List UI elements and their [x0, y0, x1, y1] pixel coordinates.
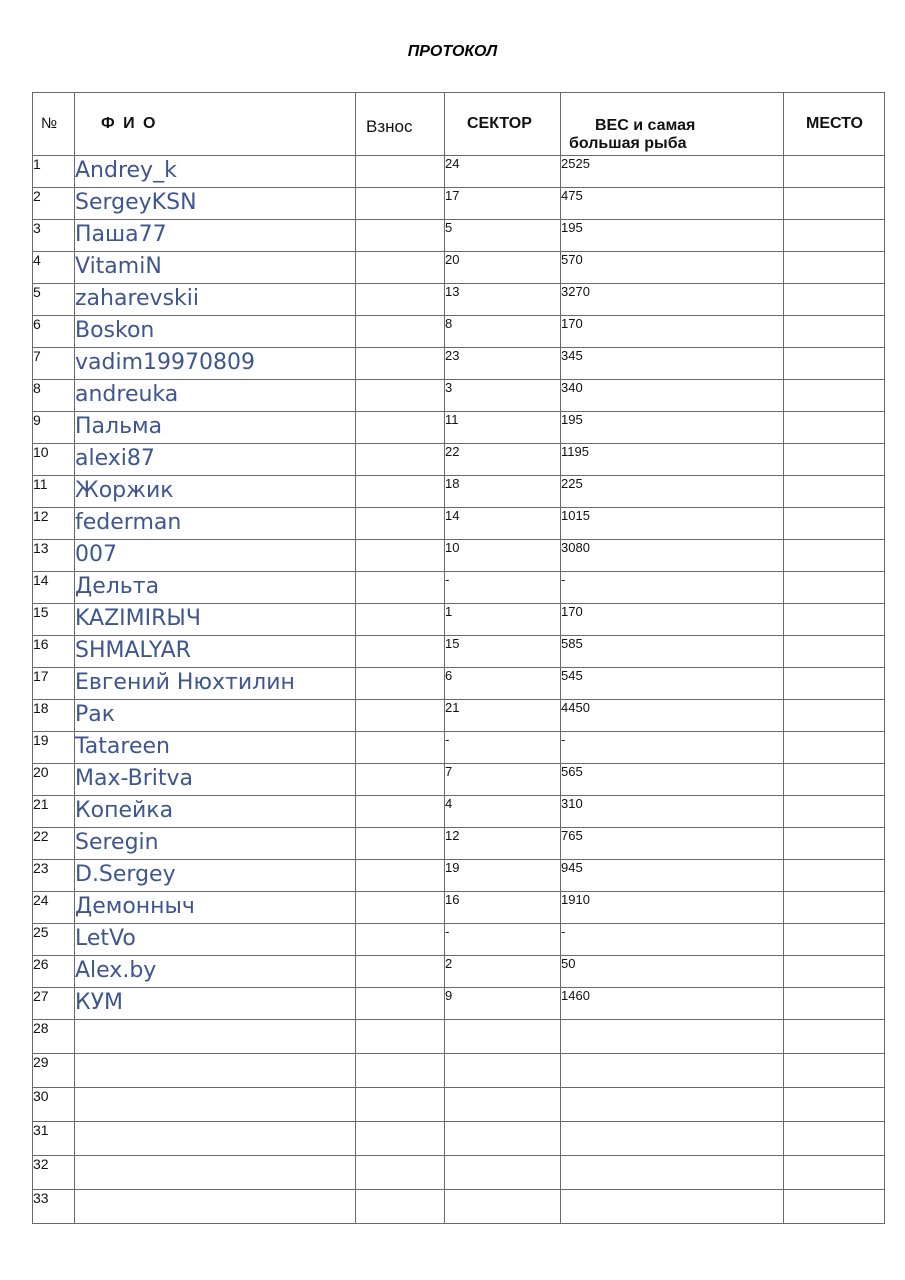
participant-name-cell: Копейка	[75, 796, 356, 828]
participant-name-cell: Alex.by	[75, 956, 356, 988]
entry-fee-cell	[356, 988, 445, 1020]
entry-fee-cell	[356, 668, 445, 700]
table-row	[33, 380, 885, 412]
sector-cell: 23	[445, 348, 561, 380]
row-number-cell: 29	[33, 1054, 75, 1088]
entry-fee-cell	[356, 828, 445, 860]
row-number-cell: 27	[33, 988, 75, 1020]
weight-cell: 310	[561, 796, 784, 828]
weight-cell	[561, 1088, 784, 1122]
row-number-cell: 26	[33, 956, 75, 988]
header-ves-label-1: ВЕС и самая	[595, 117, 696, 134]
place-cell	[784, 732, 885, 764]
participant-name-cell: Max-Britva	[75, 764, 356, 796]
weight-cell: 170	[561, 316, 784, 348]
place-cell	[784, 316, 885, 348]
entry-fee-cell	[356, 476, 445, 508]
participant-name-cell: Паша77	[75, 220, 356, 252]
participant-name-cell: Boskon	[75, 316, 356, 348]
participant-name-cell: КУМ	[75, 988, 356, 1020]
header-sector	[445, 93, 561, 156]
sector-cell	[445, 1088, 561, 1122]
table-row	[33, 284, 885, 316]
row-number-cell: 12	[33, 508, 75, 540]
table-row	[33, 1088, 885, 1122]
weight-cell: 570	[561, 252, 784, 284]
table-row	[33, 540, 885, 572]
place-cell	[784, 828, 885, 860]
sector-cell: 7	[445, 764, 561, 796]
row-number-cell: 24	[33, 892, 75, 924]
sector-cell: 14	[445, 508, 561, 540]
sector-cell: 8	[445, 316, 561, 348]
entry-fee-cell	[356, 1122, 445, 1156]
table-row	[33, 892, 885, 924]
row-number-cell: 16	[33, 636, 75, 668]
sector-cell: 20	[445, 252, 561, 284]
sector-cell: 1	[445, 604, 561, 636]
header-ves	[561, 93, 784, 156]
header-row	[33, 93, 885, 156]
weight-cell: 4450	[561, 700, 784, 732]
place-cell	[784, 508, 885, 540]
row-number-cell: 18	[33, 700, 75, 732]
table-row	[33, 444, 885, 476]
table-row	[33, 732, 885, 764]
table-row	[33, 860, 885, 892]
place-cell	[784, 604, 885, 636]
table-row	[33, 956, 885, 988]
weight-cell: 195	[561, 412, 784, 444]
sector-cell: 19	[445, 860, 561, 892]
sector-cell: 24	[445, 156, 561, 188]
place-cell	[784, 252, 885, 284]
table-row	[33, 828, 885, 860]
entry-fee-cell	[356, 860, 445, 892]
weight-cell: 1195	[561, 444, 784, 476]
entry-fee-cell	[356, 764, 445, 796]
participant-name-cell	[75, 1088, 356, 1122]
participant-name-cell: Рак	[75, 700, 356, 732]
weight-cell	[561, 1190, 784, 1224]
entry-fee-cell	[356, 188, 445, 220]
row-number-cell: 3	[33, 220, 75, 252]
header-fio	[75, 93, 356, 156]
participant-name-cell: Демонныч	[75, 892, 356, 924]
table-row	[33, 1156, 885, 1190]
sector-cell: 16	[445, 892, 561, 924]
table-row	[33, 156, 885, 188]
participant-name-cell	[75, 1190, 356, 1224]
weight-cell: 585	[561, 636, 784, 668]
entry-fee-cell	[356, 700, 445, 732]
entry-fee-cell	[356, 508, 445, 540]
sector-cell: 6	[445, 668, 561, 700]
row-number-cell: 25	[33, 924, 75, 956]
row-number-cell: 6	[33, 316, 75, 348]
sector-cell: 21	[445, 700, 561, 732]
participant-name-cell: KAZIMIRЫЧ	[75, 604, 356, 636]
row-number-cell: 4	[33, 252, 75, 284]
place-cell	[784, 988, 885, 1020]
entry-fee-cell	[356, 636, 445, 668]
place-cell	[784, 1122, 885, 1156]
weight-cell: -	[561, 732, 784, 764]
participant-name-cell: SHMALYAR	[75, 636, 356, 668]
entry-fee-cell	[356, 604, 445, 636]
sector-cell: 11	[445, 412, 561, 444]
participant-name-cell: vadim19970809	[75, 348, 356, 380]
entry-fee-cell	[356, 540, 445, 572]
place-cell	[784, 220, 885, 252]
row-number-cell: 32	[33, 1156, 75, 1190]
place-cell	[784, 1088, 885, 1122]
sector-cell	[445, 1122, 561, 1156]
weight-cell: 3080	[561, 540, 784, 572]
sector-cell: 22	[445, 444, 561, 476]
row-number-cell: 8	[33, 380, 75, 412]
participant-name-cell: zaharevskii	[75, 284, 356, 316]
participant-name-cell: andreuka	[75, 380, 356, 412]
header-vznos	[356, 93, 445, 156]
table-row	[33, 1122, 885, 1156]
participant-name-cell: alexi87	[75, 444, 356, 476]
place-cell	[784, 540, 885, 572]
participant-name-cell	[75, 1020, 356, 1054]
entry-fee-cell	[356, 412, 445, 444]
weight-cell	[561, 1156, 784, 1190]
place-cell	[784, 444, 885, 476]
table-row	[33, 316, 885, 348]
row-number-cell: 17	[33, 668, 75, 700]
sector-cell	[445, 1156, 561, 1190]
protocol-body	[33, 156, 885, 1224]
table-row	[33, 220, 885, 252]
weight-cell: -	[561, 572, 784, 604]
row-number-cell: 19	[33, 732, 75, 764]
participant-name-cell: Andrey_k	[75, 156, 356, 188]
weight-cell: 2525	[561, 156, 784, 188]
sector-cell	[445, 1054, 561, 1088]
weight-cell: 545	[561, 668, 784, 700]
weight-cell: 170	[561, 604, 784, 636]
sector-cell: 15	[445, 636, 561, 668]
entry-fee-cell	[356, 284, 445, 316]
sector-cell: -	[445, 572, 561, 604]
table-row	[33, 1054, 885, 1088]
entry-fee-cell	[356, 348, 445, 380]
place-cell	[784, 924, 885, 956]
table-row	[33, 252, 885, 284]
entry-fee-cell	[356, 1020, 445, 1054]
table-row	[33, 412, 885, 444]
entry-fee-cell	[356, 572, 445, 604]
table-row	[33, 604, 885, 636]
table-row	[33, 476, 885, 508]
weight-cell: 340	[561, 380, 784, 412]
row-number-cell: 23	[33, 860, 75, 892]
participant-name-cell: Жоржик	[75, 476, 356, 508]
place-cell	[784, 412, 885, 444]
entry-fee-cell	[356, 1156, 445, 1190]
place-cell	[784, 572, 885, 604]
place-cell	[784, 476, 885, 508]
participant-name-cell: Евгений Нюхтилин	[75, 668, 356, 700]
row-number-cell: 7	[33, 348, 75, 380]
table-row	[33, 508, 885, 540]
row-number-cell: 15	[33, 604, 75, 636]
row-number-cell: 21	[33, 796, 75, 828]
row-number-cell: 14	[33, 572, 75, 604]
table-row	[33, 636, 885, 668]
header-mesto-label: МЕСТО	[806, 115, 863, 132]
weight-cell	[561, 1020, 784, 1054]
row-number-cell: 5	[33, 284, 75, 316]
entry-fee-cell	[356, 380, 445, 412]
place-cell	[784, 348, 885, 380]
row-number-cell: 31	[33, 1122, 75, 1156]
entry-fee-cell	[356, 924, 445, 956]
table-row	[33, 1190, 885, 1224]
sector-cell: 4	[445, 796, 561, 828]
entry-fee-cell	[356, 796, 445, 828]
entry-fee-cell	[356, 1088, 445, 1122]
entry-fee-cell	[356, 444, 445, 476]
header-vznos-label: Взнос	[366, 117, 413, 136]
entry-fee-cell	[356, 892, 445, 924]
table-row	[33, 796, 885, 828]
participant-name-cell	[75, 1156, 356, 1190]
participant-name-cell: Tatareen	[75, 732, 356, 764]
row-number-cell: 9	[33, 412, 75, 444]
table-row	[33, 1020, 885, 1054]
table-row	[33, 348, 885, 380]
sector-cell: 17	[445, 188, 561, 220]
place-cell	[784, 796, 885, 828]
row-number-cell: 11	[33, 476, 75, 508]
participant-name-cell	[75, 1054, 356, 1088]
row-number-cell: 20	[33, 764, 75, 796]
place-cell	[784, 1054, 885, 1088]
entry-fee-cell	[356, 956, 445, 988]
table-row	[33, 924, 885, 956]
sector-cell: 13	[445, 284, 561, 316]
place-cell	[784, 700, 885, 732]
place-cell	[784, 892, 885, 924]
place-cell	[784, 860, 885, 892]
row-number-cell: 30	[33, 1088, 75, 1122]
weight-cell: 195	[561, 220, 784, 252]
header-fio-label: Ф И О	[101, 115, 158, 132]
sector-cell: 5	[445, 220, 561, 252]
row-number-cell: 28	[33, 1020, 75, 1054]
weight-cell: 475	[561, 188, 784, 220]
weight-cell: 1015	[561, 508, 784, 540]
sector-cell: 2	[445, 956, 561, 988]
row-number-cell: 10	[33, 444, 75, 476]
table-row	[33, 700, 885, 732]
sector-cell: 9	[445, 988, 561, 1020]
participant-name-cell: Seregin	[75, 828, 356, 860]
table-row	[33, 764, 885, 796]
place-cell	[784, 956, 885, 988]
participant-name-cell: Дельта	[75, 572, 356, 604]
participant-name-cell: 007	[75, 540, 356, 572]
weight-cell: 565	[561, 764, 784, 796]
header-num-label: №	[41, 115, 58, 132]
table-row	[33, 988, 885, 1020]
entry-fee-cell	[356, 1190, 445, 1224]
row-number-cell: 33	[33, 1190, 75, 1224]
weight-cell: 945	[561, 860, 784, 892]
place-cell	[784, 1020, 885, 1054]
header-mesto	[784, 93, 885, 156]
weight-cell: 50	[561, 956, 784, 988]
weight-cell	[561, 1054, 784, 1088]
sector-cell: -	[445, 732, 561, 764]
weight-cell: -	[561, 924, 784, 956]
table-row	[33, 188, 885, 220]
row-number-cell: 13	[33, 540, 75, 572]
row-number-cell: 1	[33, 156, 75, 188]
participant-name-cell	[75, 1122, 356, 1156]
weight-cell: 3270	[561, 284, 784, 316]
place-cell	[784, 156, 885, 188]
participant-name-cell: VitamiN	[75, 252, 356, 284]
protocol-table	[32, 92, 885, 1224]
sector-cell: -	[445, 924, 561, 956]
participant-name-cell: federman	[75, 508, 356, 540]
weight-cell: 765	[561, 828, 784, 860]
header-num	[33, 93, 75, 156]
participant-name-cell: Пальма	[75, 412, 356, 444]
participant-name-cell: SergeyKSN	[75, 188, 356, 220]
page-title: ПРОТОКОЛ	[407, 43, 498, 60]
place-cell	[784, 380, 885, 412]
weight-cell: 225	[561, 476, 784, 508]
weight-cell	[561, 1122, 784, 1156]
place-cell	[784, 1156, 885, 1190]
entry-fee-cell	[356, 316, 445, 348]
entry-fee-cell	[356, 1054, 445, 1088]
row-number-cell: 2	[33, 188, 75, 220]
place-cell	[784, 764, 885, 796]
sector-cell: 10	[445, 540, 561, 572]
weight-cell: 345	[561, 348, 784, 380]
entry-fee-cell	[356, 156, 445, 188]
participant-name-cell: D.Sergey	[75, 860, 356, 892]
weight-cell: 1910	[561, 892, 784, 924]
place-cell	[784, 284, 885, 316]
place-cell	[784, 1190, 885, 1224]
place-cell	[784, 668, 885, 700]
table-row	[33, 668, 885, 700]
header-sector-label: СЕКТОР	[467, 115, 532, 132]
sector-cell: 3	[445, 380, 561, 412]
weight-cell: 1460	[561, 988, 784, 1020]
row-number-cell: 22	[33, 828, 75, 860]
sector-cell	[445, 1020, 561, 1054]
entry-fee-cell	[356, 252, 445, 284]
sector-cell: 12	[445, 828, 561, 860]
entry-fee-cell	[356, 732, 445, 764]
sector-cell: 18	[445, 476, 561, 508]
sector-cell	[445, 1190, 561, 1224]
place-cell	[784, 636, 885, 668]
table-row	[33, 572, 885, 604]
entry-fee-cell	[356, 220, 445, 252]
participant-name-cell: LetVo	[75, 924, 356, 956]
header-ves-label-2: большая рыба	[569, 135, 687, 152]
place-cell	[784, 188, 885, 220]
